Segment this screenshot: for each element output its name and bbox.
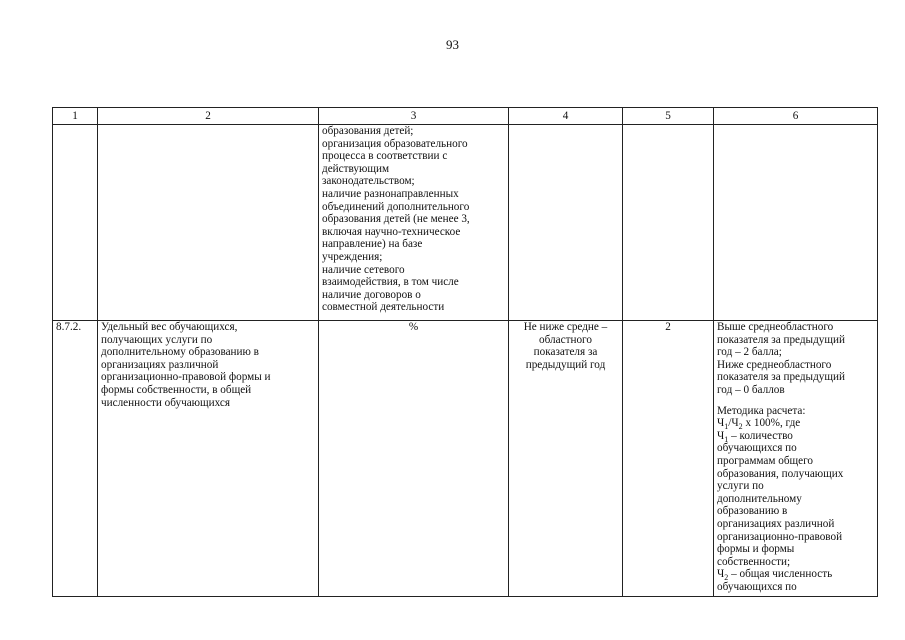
target-line: областного (539, 333, 592, 346)
target-line: предыдущий год (525, 358, 606, 371)
ch1-line: услуги по (717, 480, 764, 493)
continuation-criteria-cell (714, 125, 878, 321)
requirements-line: законодательством; (322, 175, 415, 188)
indicator-line: организационно-правовой формы и (101, 371, 271, 384)
formula-sub2: 2 (738, 422, 743, 432)
method-title: Методика расчета: (717, 404, 806, 417)
ch1-sub: 1 (724, 434, 729, 444)
ch1-line: организациях различной (717, 517, 835, 530)
continuation-indicator-cell (98, 125, 319, 321)
indicator-line: дополнительному образованию в (101, 346, 259, 359)
requirements-line: наличие разнонаправленных (322, 187, 459, 200)
ch1-line: дополнительному (717, 492, 802, 505)
continuation-score-cell (623, 125, 714, 321)
requirements-line: образования детей; (322, 125, 414, 137)
continuation-row (53, 125, 878, 321)
ch1-symbol: Ч (717, 429, 725, 442)
header-col-2: 2 (98, 108, 319, 125)
spacer (717, 397, 874, 405)
ch1-line: образования, получающих (717, 467, 844, 480)
indicator-line: формы собственности, в общей (101, 383, 252, 396)
target-line: показателя за (533, 346, 598, 359)
ch1-line: обучающихся по (717, 442, 797, 455)
criteria-line: год – 2 балла; (717, 346, 782, 359)
ch1-definition (717, 430, 874, 443)
target-line: Не ниже средне – (523, 321, 608, 333)
score-cell: 2 (623, 321, 714, 597)
indicator-line: Удельный вес обучающихся, (101, 321, 238, 333)
page-number: 93 (446, 37, 459, 52)
formula-ch2: Ч (731, 417, 739, 430)
ch2-definition (717, 568, 874, 581)
header-col-4: 4 (509, 108, 623, 125)
unit-cell: % (319, 321, 509, 597)
header-col-1: 1 (53, 108, 98, 125)
requirements-line: процесса в соответствии с (322, 150, 448, 163)
requirements-line: действующим (322, 162, 390, 175)
ch2-line: обучающихся по (717, 580, 797, 593)
ch2-text: – общая численность (728, 568, 833, 581)
formula-tail: х 100%, где (742, 417, 801, 430)
indicator-row-8-7-2 (53, 321, 878, 597)
criteria-line: показателя за предыдущий (717, 371, 845, 384)
criteria-line: год – 0 баллов (717, 383, 785, 396)
requirements-line: взаимодействия, в том числе (322, 276, 459, 289)
header-col-5: 5 (623, 108, 714, 125)
criteria-line: показателя за предыдущий (717, 333, 845, 346)
requirements-line: направление) на базе (322, 238, 423, 251)
ch2-sub: 2 (724, 573, 729, 583)
indicator-line: организациях различной (101, 358, 219, 371)
criteria-line: Выше среднеобластного (717, 321, 834, 333)
formula-slash: / (728, 417, 732, 430)
requirements-line: совместной деятельности (322, 301, 445, 314)
requirements-line: организация образовательного (322, 137, 468, 150)
header-row (53, 108, 878, 125)
target-value-cell (509, 321, 623, 597)
ch1-line: программам общего (717, 454, 814, 467)
indicator-description-cell (98, 321, 319, 597)
indicator-line: численности обучающихся (101, 396, 230, 409)
requirements-line: наличие сетевого (322, 263, 405, 276)
header-col-6: 6 (714, 108, 878, 125)
ch1-text: – количество (728, 429, 793, 442)
criteria-cell (714, 321, 878, 597)
formula-sub1: 1 (724, 422, 729, 432)
ch1-line: собственности; (717, 555, 791, 568)
indicator-line: получающих услуги по (101, 333, 213, 346)
requirements-line: включая научно-техническое (322, 225, 461, 238)
ch2-symbol: Ч (717, 568, 725, 581)
requirements-line: учреждения; (322, 250, 383, 263)
requirements-line: объединений дополнительного (322, 200, 470, 213)
criteria-line: Ниже среднеобластного (717, 358, 832, 371)
ch1-line: формы и формы (717, 543, 795, 556)
method-formula (717, 417, 874, 430)
header-col-3: 3 (319, 108, 509, 125)
requirements-line: образования детей (не менее 3, (322, 213, 470, 226)
requirements-line: наличие договоров о (322, 288, 421, 301)
continuation-target-cell (509, 125, 623, 321)
indicator-number: 8.7.2. (53, 321, 98, 597)
ch1-line: образованию в (717, 505, 788, 518)
formula-ch1: Ч (717, 417, 725, 430)
indicators-table (52, 107, 878, 597)
ch1-line: организационно-правовой (717, 530, 843, 543)
continuation-requirements-cell (319, 125, 509, 321)
continuation-number-cell (53, 125, 98, 321)
